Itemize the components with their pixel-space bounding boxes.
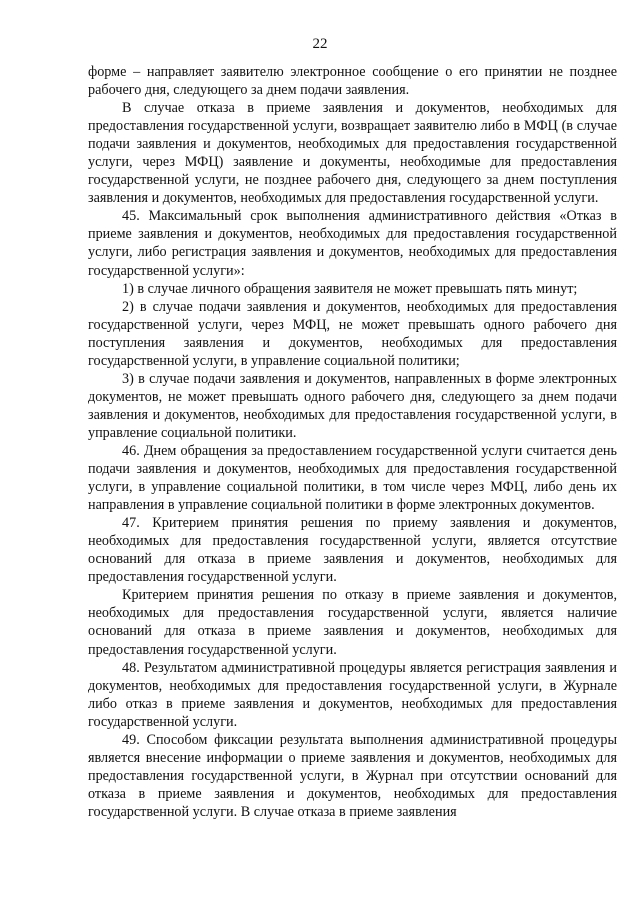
paragraph-45: 45. Максимальный срок выполнения административного действия «Отказ в приеме заявления и документов, необходимых для предоставления государственной услуги, либо регистрация заявления и документов, необходимых для предоставления государственной услуги»: xyxy=(88,208,617,279)
paragraph-49: 49. Способом фиксации результата выполнения административной процедуры является внесение информации о приеме заявления и документов, необходимых для предоставления государственной услуги, в Журнал при отсутствии оснований для отказа в приеме заявления и документов, необходимых для предоставления государственной услуги. В случае отказа в приеме заявления xyxy=(88,731,617,820)
paragraph-46: 46. Днем обращения за предоставлением государственной услуги считается день подачи заявления и документов, необходимых для предоставления государственной услуги, в управление социальной политики, в том числе через МФЦ, либо день их направления в управление социальной политики в форме электронных документов. xyxy=(88,442,617,514)
paragraph-refusal-return: В случае отказа в приеме заявления и документов, необходимых для предоставления государственной услуги, возвращает заявителю либо в МФЦ (в случае подачи заявления и документов, необходимых для предоставления государственной услуги, через МФЦ) заявление и документы, необходимые для предоставления государственной услуги, не позднее рабочего дня, следующего за днем поступления заявления и документов, необходимых для предоставления государственной услуги. xyxy=(88,100,617,207)
paragraph-45-item-3: 3) в случае подачи заявления и документов, направленных в форме электронных документов, не может превышать одного рабочего дня, следующего за днем подачи заявления и документов, необходимых для предоставления государственной услуги, в управление социальной политики. xyxy=(88,370,617,441)
paragraph-45-item-1: 1) в случае личного обращения заявителя не может превышать пять минут; xyxy=(122,280,578,297)
document-body xyxy=(88,63,617,821)
paragraph-47-refusal-criterion: Критерием принятия решения по отказу в приеме заявления и документов, необходимых для предоставления государственной услуги, является наличие оснований для отказа в приеме заявления и документов, необходимых для предоставления государственной услуги. xyxy=(88,587,617,658)
paragraph-45-item-2: 2) в случае подачи заявления и документов, необходимых для предоставления государственной услуги, через МФЦ, не может превышать одного рабочего дня поступления заявления и документов, необходимых для предоставления государственной услуги, в управление социальной политики; xyxy=(88,298,617,369)
paragraph-continuation: форме – направляет заявителю электронное сообщение о его принятии не позднее рабочего дня, следующего за днем подачи заявления. xyxy=(88,64,617,99)
paragraph-47: 47. Критерием принятия решения по приему заявления и документов, необходимых для предоставления государственной услуги, является отсутствие оснований для отказа в приеме заявления и документов, необходимых для предоставления государственной услуги. xyxy=(88,515,617,586)
paragraph-48: 48. Результатом административной процедуры является регистрация заявления и документов, необходимых для предоставления государственной услуги, в Журнале либо отказ в приеме заявления и документов, необходимых для предоставления государственной услуги. xyxy=(88,659,617,730)
page-number: 22 xyxy=(312,36,328,52)
